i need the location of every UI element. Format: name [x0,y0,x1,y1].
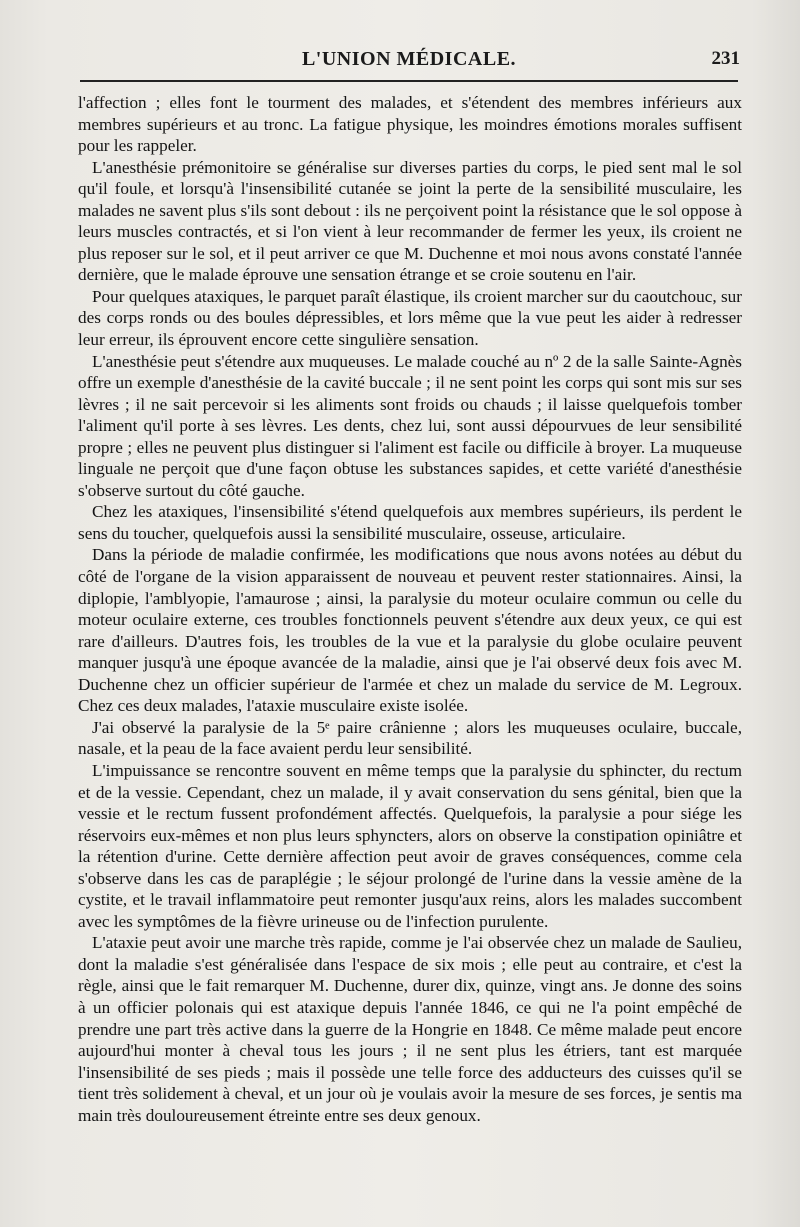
paragraph-3: Pour quelques ataxiques, le parquet paraît élastique, ils croient marcher sur du caoutchouc, sur des corps ronds ou des boules dépressibles, et lors même que la vue peut les aider à redresser leur erreur, ils éprouvent encore cette singulière sensation. [78,286,742,350]
paragraph-5: Chez les ataxiques, l'insensibilité s'étend quelquefois aux membres supérieurs, ils perdent le sens du toucher, quelquefois aussi la sensibilité musculaire, osseuse, articulaire. [78,502,742,543]
paragraph-9: L'ataxie peut avoir une marche très rapide, comme je l'ai observée chez un malade de Saulieu, dont la maladie s'est généralisée dans l'espace de six mois ; elle peut au contraire, et c'est la règle, ainsi que le fait remarquer M. Duchenne, durer dix, quinze, vingt ans. Je donne des soins à un officier polonais qui est ataxique depuis l'année 1846, ce qui ne l'a point empêché de prendre une part très active dans la guerre de la Hongrie en 1848. Ce même malade peut encore aujourd'hui monter à cheval tous les jours ; il ne sent plus les étriers, tant est marquée l'insensibilité de ses pieds ; mais il possède une telle force des adducteurs des cuisses qu'il se tient très solidement à cheval, et un jour où je voulais avoir la mesure de ses forces, je sentis ma main très douloureusement étreinte entre ses deux genoux. [78,933,742,1125]
journal-title: L'UNION MÉDICALE. [301,48,517,70]
paragraph-4: L'anesthésie peut s'étendre aux muqueuses. Le malade couché au nº 2 de la salle Sainte-Agnès offre un exemple d'anesthésie de la cavité buccale ; il ne sent point les corps qui sont mis sur ses lèvres ; il ne sait percevoir si les aliments sont froids ou chauds ; il laisse quelquefois tomber l'aliment qu'il porte à ses lèvres. Les dents, chez lui, sont aussi dépourvues de leur sensibilité propre ; elles ne peuvent plus distinguer si l'aliment est facile ou difficile à broyer. La muqueuse linguale ne perçoit que d'une façon obtuse les substances sapides, et cette variété d'anesthésie s'observe surtout du côté gauche. [78,351,742,500]
page-number: 231 [711,48,740,69]
paragraph-7: J'ai observé la paralysie de la 5ᵉ paire crânienne ; alors les muqueuses oculaire, buccale, nasale, et la peau de la face avaient perdu leur sensibilité. [78,717,742,759]
header-rule [80,80,738,82]
paragraph-1: l'affection ; elles font le tourment des malades, et s'étendent des membres inférieurs aux membres supérieurs et au tronc. La fatigue physique, les moindres émotions morales suffisent pour les rappeler. [78,93,742,156]
paragraph-8: L'impuissance se rencontre souvent en même temps que la paralysie du sphincter, du rectum et de la vessie. Cependant, chez un malade, il y avait conservation du sens génital, bien que la vessie et le rectum fussent profondément affectés. Quelquefois, la paralysie a pour siége les réservoirs eux-mêmes et non plus leurs sphyncters, alors on observe la constipation opiniâtre et la rétention d'urine. Cette dernière affection peut avoir de graves conséquences, comme cela s'observe dans les cas de paraplégie ; le séjour prolongé de l'urine dans la vessie amène de la cystite, et le travail inflammatoire peut remonter jusqu'aux reins, alors les malades succombent avec les symptômes de la fièvre urineuse ou de l'infection purulente. [78,760,742,931]
running-header [78,46,740,76]
article-body [78,92,742,1126]
paragraph-6: Dans la période de maladie confirmée, les modifications que nous avons notées au début du côté de l'organe de la vision apparaissent de nouveau et peuvent rester stationnaires. Ainsi, la diplopie, l'amblyopie, l'amaurose ; ainsi, la paralysie du moteur oculaire commun ou celle du moteur oculaire externe, ces troubles fonctionnels peuvent s'étendre aux deux yeux, ce qui est rare d'ailleurs. D'autres fois, les troubles de la vue et la paralysie du globe oculaire peuvent manquer jusqu'à une époque avancée de la maladie, ainsi que je l'ai observé deux fois avec M. Duchenne chez un officier supérieur de l'armée et chez un malade du service de M. Legroux. Chez ces deux malades, l'ataxie musculaire existe isolée. [78,545,742,716]
paragraph-2: L'anesthésie prémonitoire se généralise sur diverses parties du corps, le pied sent mal le sol qu'il foule, et lorsqu'à l'insensibilité cutanée se joint la perte de la sensibilité musculaire, les malades ne savent plus s'ils sont debout : ils ne perçoivent point la résistance que le sol oppose à leurs muscles contractés, et si l'on vient à leur recommander de fermer les yeux, ils croient ne plus reposer sur le sol, et il peut arriver ce que M. Duchenne et moi nous avons constaté l'année dernière, que le malade éprouve une sensation étrange et se croie soutenu en l'air. [78,157,742,285]
